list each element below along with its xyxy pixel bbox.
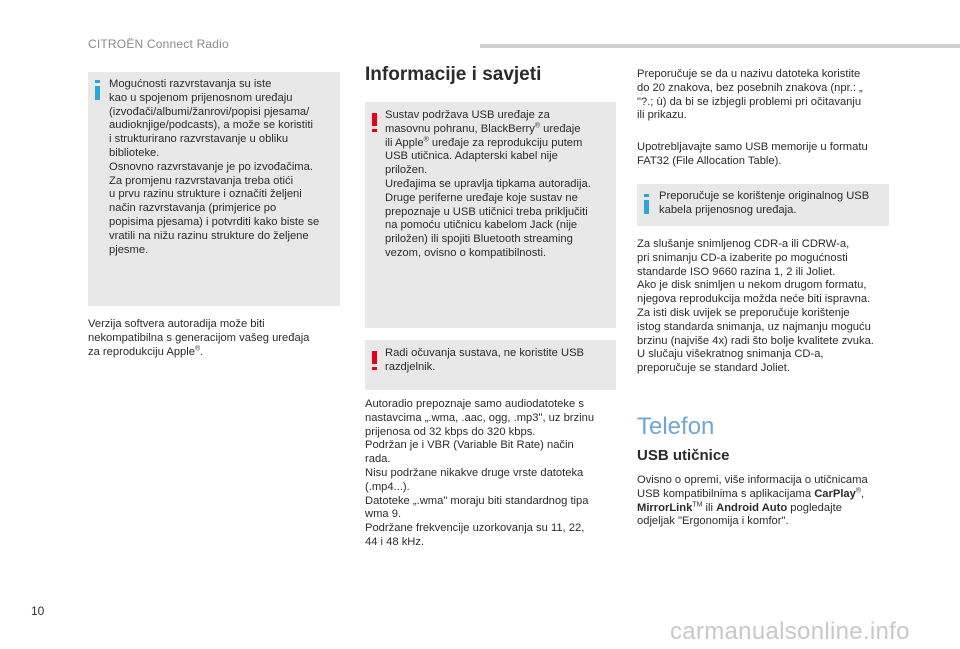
or-word: ili xyxy=(702,501,717,514)
comma: , xyxy=(861,487,865,500)
warn1-line3: ili Apple xyxy=(385,136,424,149)
warning-box-usb-hub xyxy=(365,340,616,390)
info-box-usb-cable xyxy=(637,184,889,226)
warn1-line3-end: uređaje za reprodukciju putem xyxy=(428,136,583,149)
warn1-line2-end: uređaje xyxy=(540,122,581,135)
usb-line2: USB kompatibilnima s aplikacijama xyxy=(637,487,815,500)
manual-header-title: CITROËN Connect Radio xyxy=(88,37,229,51)
warn1-line2: masovnu pohranu, BlackBerry xyxy=(385,122,535,135)
filename-paragraph: Preporučuje se da u nazivu datoteka koristite do 20 znakova, bez posebnih znakova (npr.: „ "?.; ù) da bi se izbjegli problemi pri očitavanju ili prikazu. xyxy=(637,68,863,122)
info-icon xyxy=(644,194,649,214)
apple-compat-paragraph xyxy=(88,318,340,359)
info-box-sorting xyxy=(88,72,340,306)
apple-compat-text: Verzija softvera autoradija može biti nekompatibilna s generacijom vašeg uređaja za reprodukciju Apple xyxy=(88,318,310,358)
info-box-sorting-text: Mogućnosti razvrstavanja su iste kao u spojenom prijenosnom uređaju (izvođači/albumi/žanrovi/popisi pjesama/ audioknjige/podcasts), a može se koristiti i strukturirano razvrstavanje u obliku biblioteke. Osnovno razvrstavanje je po izvođačima. Za promjenu razvrstavanja treba otići u prvu razinu strukture i označiti željeni način razvrstavanja (primjerice po popisima pjesama) i potvrditi kako biste se vratili na nižu razinu strukture do željene pjesme. xyxy=(109,78,320,256)
usb-line3-end: pogledajte xyxy=(787,501,842,514)
audio-formats-paragraph: Autoradio prepoznaje samo audiodatoteke s nastavcima „.wma, .aac, ogg, .mp3", uz brzinu prijenosa od 32 kbps do 320 kbps. Podržan je i VBR (Variable Bit Rate) način rada. Nisu podržane nikakve druge vrste datoteka (.mp4...). Datoteke „.wma" moraju biti standardnog tipa wma 9. Podržane frekvencije uzorkovanja su 11, 22, 44 i 48 kHz. xyxy=(365,398,595,548)
registered-mark: ® xyxy=(194,344,201,352)
cd-recording-paragraph: Za slušanje snimljenog CDR-a ili CDRW-a, pri snimanju CD-a izaberite po mogućnosti standarde ISO 9660 razina 1, 2 ili Joliet. Ako je disk snimljen u nekom drugom formatu, njegova reprodukcija možda neće biti ispravna. Za isti disk uvijek se preporučuje korištenje istog standarda snimanja, uz najmanju moguću brzinu (najviše 4x) radi što bolje kvalitete zvuka. U slučaju višekratnog snimanja CD-a, preporučuje se standard Joliet. xyxy=(637,238,874,375)
info-box-usb-cable-text: Preporučuje se korištenje originalnog USB kabela prijenosnog uređaja. xyxy=(659,190,870,216)
warning-icon xyxy=(372,113,377,132)
site-watermark: carmanualsonline.info xyxy=(670,618,910,645)
trademark-mark: TM xyxy=(692,500,703,508)
carplay-name: CarPlay xyxy=(814,487,856,500)
registered-mark: ® xyxy=(855,487,862,495)
usb-line4: odjeljak "Ergonomija i komfor". xyxy=(637,515,789,528)
warning-box-usb-support-text xyxy=(385,109,613,261)
registered-mark: ® xyxy=(534,122,541,130)
page-number: 10 xyxy=(31,604,45,618)
section-heading-info-tips: Informacije i savjeti xyxy=(365,64,542,85)
android-auto-name: Android Auto xyxy=(716,501,788,514)
warn1-rest: USB utičnica. Adapterski kabel nije priložen. Uređajima se upravlja tipkama autoradija. Druge periferne uređaje koje sustav ne prepoznaje u USB utičnici treba priključiti na pomoću utičnicu kabelom Jack (nije priložen) ili spojiti Bluetooth streaming vezom, ovisno o kompatibilnosti. xyxy=(385,150,591,259)
subsection-title-usb: USB utičnice xyxy=(637,447,730,464)
warning-box-usb-support xyxy=(365,102,616,328)
registered-mark: ® xyxy=(423,135,429,143)
warning-icon xyxy=(372,351,377,370)
apple-compat-period: . xyxy=(200,345,204,358)
info-icon xyxy=(95,80,100,100)
fat32-paragraph: Upotrebljavajte samo USB memorije u formatu FAT32 (File Allocation Table). xyxy=(637,141,868,167)
usb-compat-paragraph xyxy=(637,474,895,529)
usb-line1: Ovisno o opremi, više informacija o utičnicama xyxy=(637,474,868,486)
warning-box-usb-hub-text: Radi očuvanja sustava, ne koristite USB razdjelnik. xyxy=(385,347,584,373)
warn1-line1: Sustav podržava USB uređaje za xyxy=(385,109,550,121)
mirrorlink-name: MirrorLink xyxy=(637,501,693,514)
header-rule xyxy=(480,44,960,48)
section-title-telefon: Telefon xyxy=(637,413,715,440)
